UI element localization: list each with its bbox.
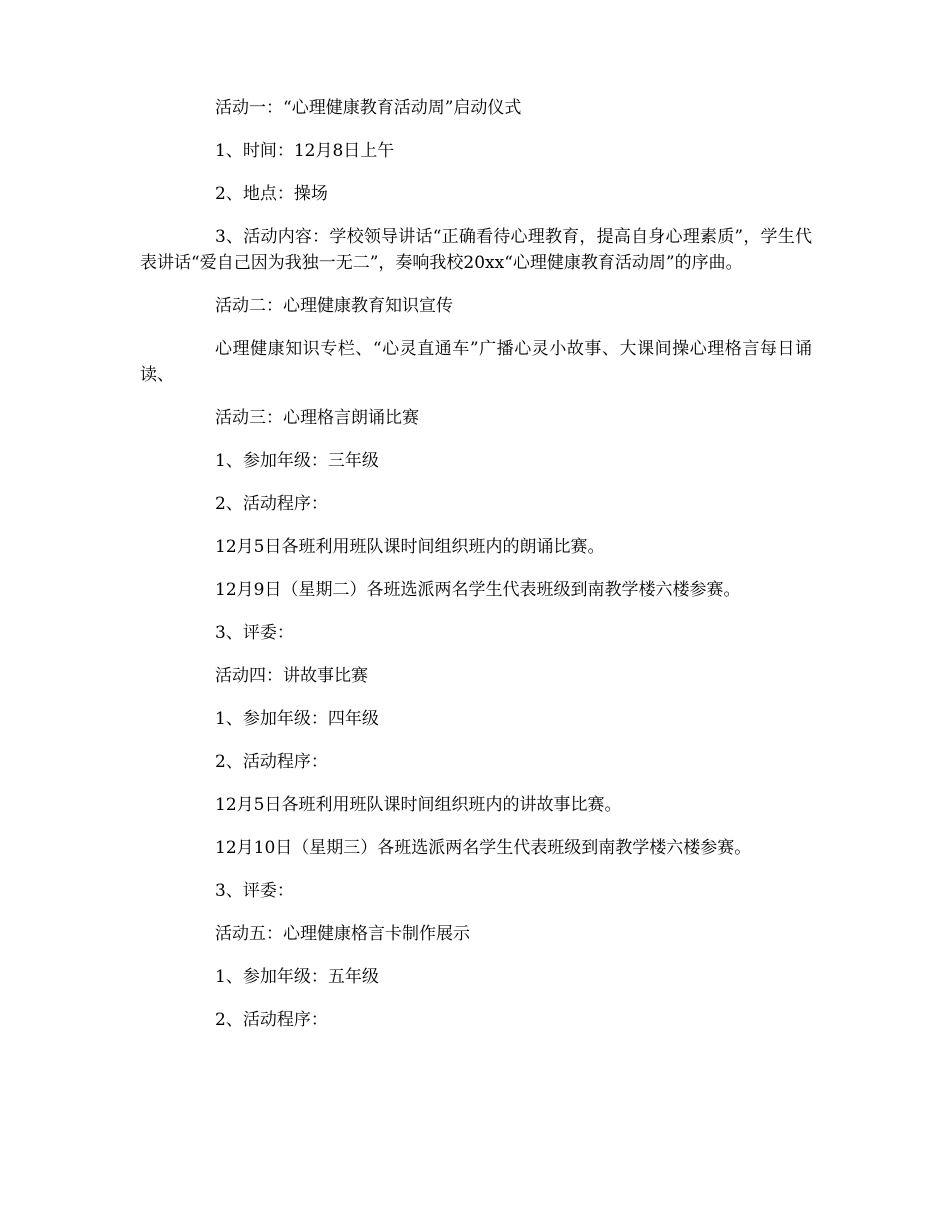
activity-4-step-2: 12月10日（星期三）各班选派两名学生代表班级到南教学楼六楼参赛。: [215, 838, 752, 858]
activity-1-content: 3、活动内容：学校领导讲话“正确看待心理教育，提高自身心理素质”，学生代表讲话“爱自己因为我独一无二”，奏响我校20xx“心理健康教育活动周”的序曲。: [140, 227, 812, 273]
heading-activity-2: 活动二：心理健康教育知识宣传: [215, 296, 453, 316]
heading-activity-3: 活动三：心理格言朗诵比赛: [215, 408, 419, 428]
activity-4-grade: 1、参加年级：四年级: [215, 709, 379, 729]
activity-1-location: 2、地点：操场: [215, 184, 328, 204]
activity-3-step-1: 12月5日各班利用班队课时间组织班内的朗诵比赛。: [215, 537, 605, 557]
heading-activity-5: 活动五：心理健康格言卡制作展示: [215, 924, 470, 944]
activity-5-grade: 1、参加年级：五年级: [215, 967, 379, 987]
activity-4-procedure: 2、活动程序：: [215, 752, 328, 772]
activity-1-time: 1、时间：12月8日上午: [215, 141, 395, 161]
activity-3-procedure: 2、活动程序：: [215, 494, 328, 514]
activity-4-step-1: 12月5日各班利用班队课时间组织班内的讲故事比赛。: [215, 795, 622, 815]
document-body: [140, 95, 812, 1050]
heading-activity-1: 活动一：“心理健康教育活动周”启动仪式: [215, 98, 522, 118]
activity-5-procedure: 2、活动程序：: [215, 1010, 328, 1030]
activity-3-grade: 1、参加年级：三年级: [215, 451, 379, 471]
heading-activity-4: 活动四：讲故事比赛: [215, 666, 368, 686]
activity-3-judges: 3、评委：: [215, 623, 294, 643]
activity-4-judges: 3、评委：: [215, 881, 294, 901]
activity-3-step-2: 12月9日（星期二）各班选派两名学生代表班级到南教学楼六楼参赛。: [215, 580, 741, 600]
activity-2-content: 心理健康知识专栏、“心灵直通车”广播心灵小故事、大课间操心理格言每日诵读、: [140, 339, 812, 385]
